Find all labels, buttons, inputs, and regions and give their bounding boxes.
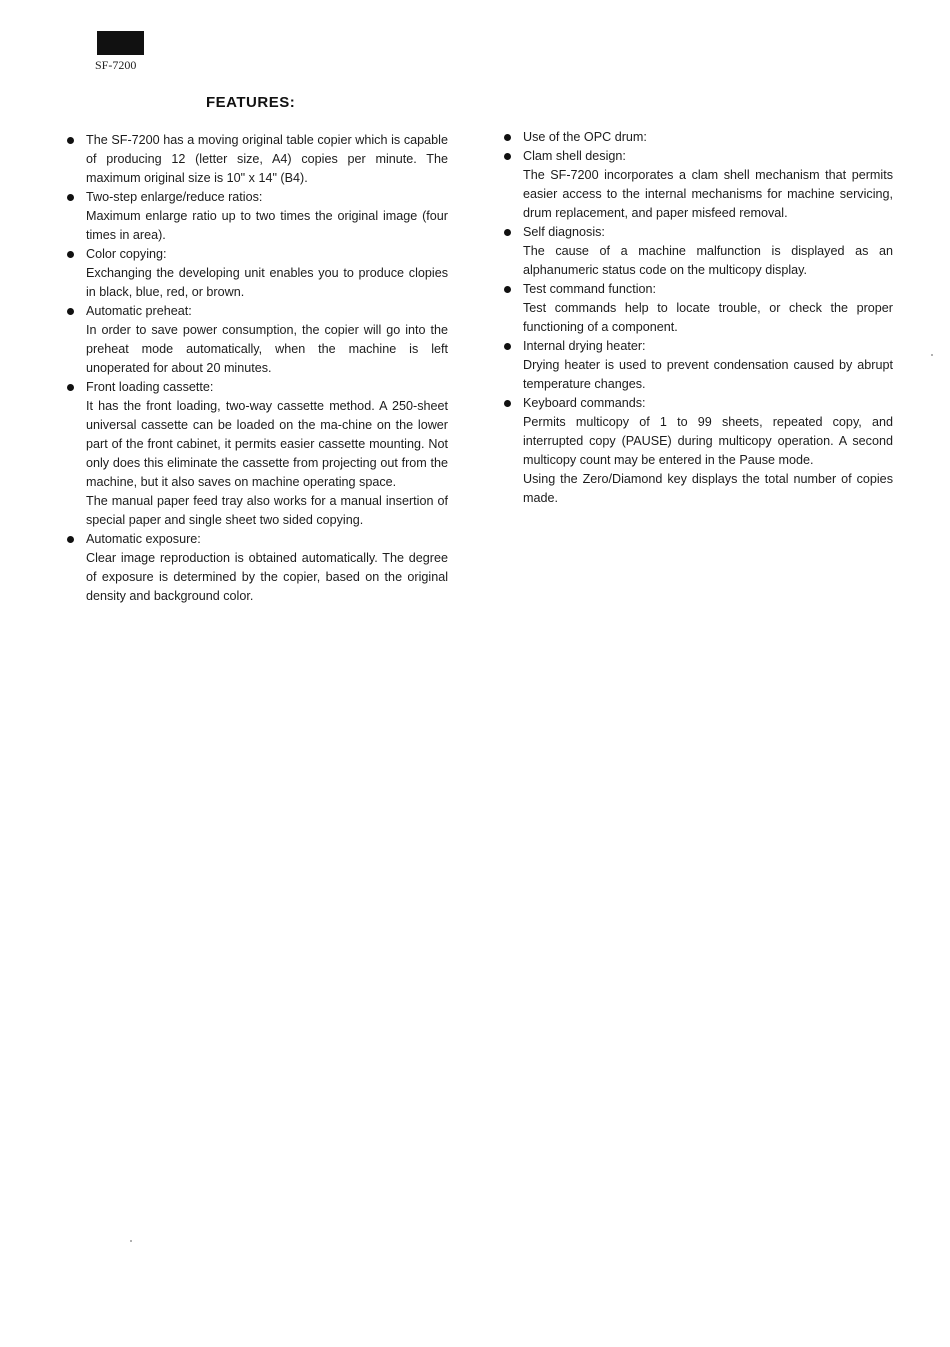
feature-description: The cause of a machine malfunction is displayed as an alphanumeric status code on the multicopy display.	[523, 244, 893, 277]
feature-item	[64, 378, 448, 530]
left-column	[64, 131, 448, 606]
scan-speck	[931, 354, 933, 356]
bullet-icon	[504, 229, 511, 236]
feature-text: The SF-7200 has a moving original table copier which is capable of producing 12 (letter size, A4) copies per minute. The maximum original size is 10" x 14" (B4).	[86, 133, 448, 185]
feature-title: Automatic exposure:	[86, 532, 201, 546]
feature-item	[501, 223, 893, 280]
feature-item	[64, 245, 448, 302]
bullet-icon	[504, 134, 511, 141]
bullet-icon	[504, 153, 511, 160]
bullet-icon	[67, 384, 74, 391]
feature-title: Color copying:	[86, 247, 167, 261]
feature-title: Front loading cassette:	[86, 380, 214, 394]
feature-description: Maximum enlarge ratio up to two times the original image (four times in area).	[86, 209, 448, 242]
feature-item	[64, 530, 448, 606]
bullet-icon	[67, 194, 74, 201]
feature-description: In order to save power consumption, the copier will go into the preheat mode automatically, when the machine is left unoperated for about 20 minutes.	[86, 323, 448, 375]
right-column	[501, 128, 893, 508]
feature-description: Test commands help to locate trouble, or check the proper functioning of a component.	[523, 301, 893, 334]
feature-item	[64, 131, 448, 188]
feature-title: Test command function:	[523, 282, 656, 296]
feature-item	[501, 394, 893, 508]
feature-description: Drying heater is used to prevent condensation caused by abrupt temperature changes.	[523, 358, 893, 391]
bullet-icon	[67, 137, 74, 144]
feature-title: Two-step enlarge/reduce ratios:	[86, 190, 263, 204]
feature-description: It has the front loading, two-way cassette method. A 250-sheet universal cassette can be loaded on the ma-chine on the lower part of the front cabinet, it permits easier cassette mounting. Not only does this eliminate the cassette from projecting out from the machine, but it also saves on machine operating space.	[86, 399, 448, 489]
feature-item	[501, 280, 893, 337]
feature-title: Internal drying heater:	[523, 339, 646, 353]
feature-description: The SF-7200 incorporates a clam shell mechanism that permits easier access to the internal mechanisms for machine servicing, drum replacement, and paper misfeed removal.	[523, 168, 893, 220]
feature-title: Automatic preheat:	[86, 304, 192, 318]
feature-description: Exchanging the developing unit enables you to produce clopies in black, blue, red, or brown.	[86, 266, 448, 299]
feature-item	[501, 337, 893, 394]
feature-description: Clear image reproduction is obtained automatically. The degree of exposure is determined by the copier, based on the original density and background color.	[86, 551, 448, 603]
bullet-icon	[67, 251, 74, 258]
model-label: SF-7200	[95, 58, 137, 72]
feature-description: Permits multicopy of 1 to 99 sheets, repeated copy, and interrupted copy (PAUSE) during multicopy operation. A second multicopy count may be entered in the Pause mode.	[523, 415, 893, 467]
bullet-icon	[67, 536, 74, 543]
feature-description-extra: The manual paper feed tray also works for a manual insertion of special paper and single sheet two sided copying.	[86, 494, 448, 527]
feature-item	[64, 302, 448, 378]
scan-speck	[130, 1240, 132, 1242]
page-title: FEATURES:	[206, 94, 296, 111]
feature-item	[501, 147, 893, 223]
feature-title: Use of the OPC drum:	[523, 130, 647, 144]
bullet-icon	[67, 308, 74, 315]
bullet-icon	[504, 400, 511, 407]
bullet-icon	[504, 286, 511, 293]
feature-item	[501, 128, 893, 147]
bullet-icon	[504, 343, 511, 350]
feature-title: Self diagnosis:	[523, 225, 605, 239]
feature-item	[64, 188, 448, 245]
feature-description-extra: Using the Zero/Diamond key displays the total number of copies made.	[523, 472, 893, 505]
feature-title: Clam shell design:	[523, 149, 626, 163]
feature-title: Keyboard commands:	[523, 396, 646, 410]
logo-block	[97, 31, 144, 55]
